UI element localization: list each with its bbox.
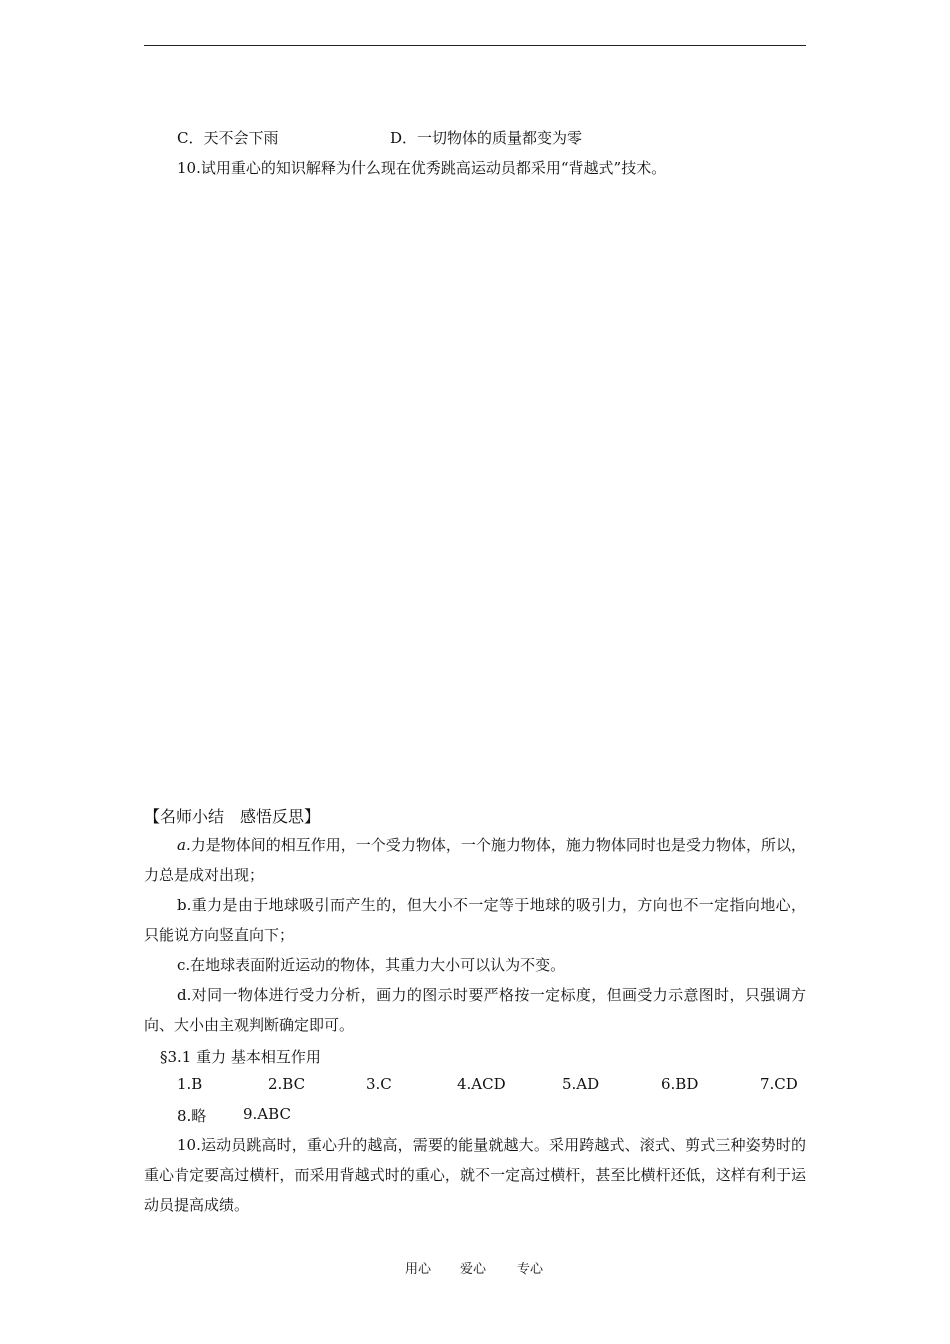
footer-word-3: 专心 (517, 1262, 544, 1277)
footer-word-1: 用心 (405, 1262, 432, 1277)
answer-10-body (144, 1130, 806, 1220)
summary-point-d: d.对同一物体进行受力分析，画力的图示时要严格按一定标度，但画受力示意图时，只强调方向、大小由主观判断确定即可。 (144, 986, 806, 1034)
footer-word-2: 爱心 (460, 1262, 487, 1277)
question-10: 10.试用重心的知识解释为什么现在优秀跳高运动员都采用“背越式”技术。 (177, 159, 667, 177)
answer-8: 8.略 (177, 1107, 207, 1125)
answer-7: 7.CD (760, 1075, 798, 1093)
summary-body (144, 830, 806, 1040)
answer-4: 4.ACD (457, 1075, 506, 1093)
answer-1: 1.B (177, 1075, 203, 1093)
answer-9: 9.ABC (243, 1105, 291, 1123)
option-d: D．一切物体的质量都变为零 (390, 129, 583, 147)
answer-5: 5.AD (562, 1075, 600, 1093)
answer-10: 10.运动员跳高时，重心升的越高，需要的能量就越大。采用跨越式、滚式、剪式三种姿势时的重心肯定要高过横杆，而采用背越式时的重心，就不一定高过横杆，甚至比横杆还低，这样有利于运动员提高成绩。 (144, 1136, 806, 1214)
option-c: C．天不会下雨 (177, 129, 279, 147)
answer-6: 6.BD (661, 1075, 699, 1093)
summary-heading: 【名师小结 感悟反思】 (144, 807, 321, 826)
answers-section-title: §3.1 重力 基本相互作用 (160, 1048, 321, 1066)
answer-3: 3.C (366, 1075, 392, 1093)
summary-point-a-text: 力是物体间的相互作用，一个受力物体，一个施力物体，施力物体同时也是受力物体，所以，力总是成对出现； (144, 836, 806, 884)
summary-point-a-label: a. (177, 836, 191, 854)
summary-point-b: b.重力是由于地球吸引而产生的，但大小不一定等于地球的吸引力，方向也不一定指向地心，只能说方向竖直向下； (144, 896, 806, 944)
header-rule (144, 45, 806, 46)
summary-point-c: c.在地球表面附近运动的物体，其重力大小可以认为不变。 (177, 956, 566, 974)
summary-point-a (144, 830, 806, 890)
answer-2: 2.BC (268, 1075, 306, 1093)
